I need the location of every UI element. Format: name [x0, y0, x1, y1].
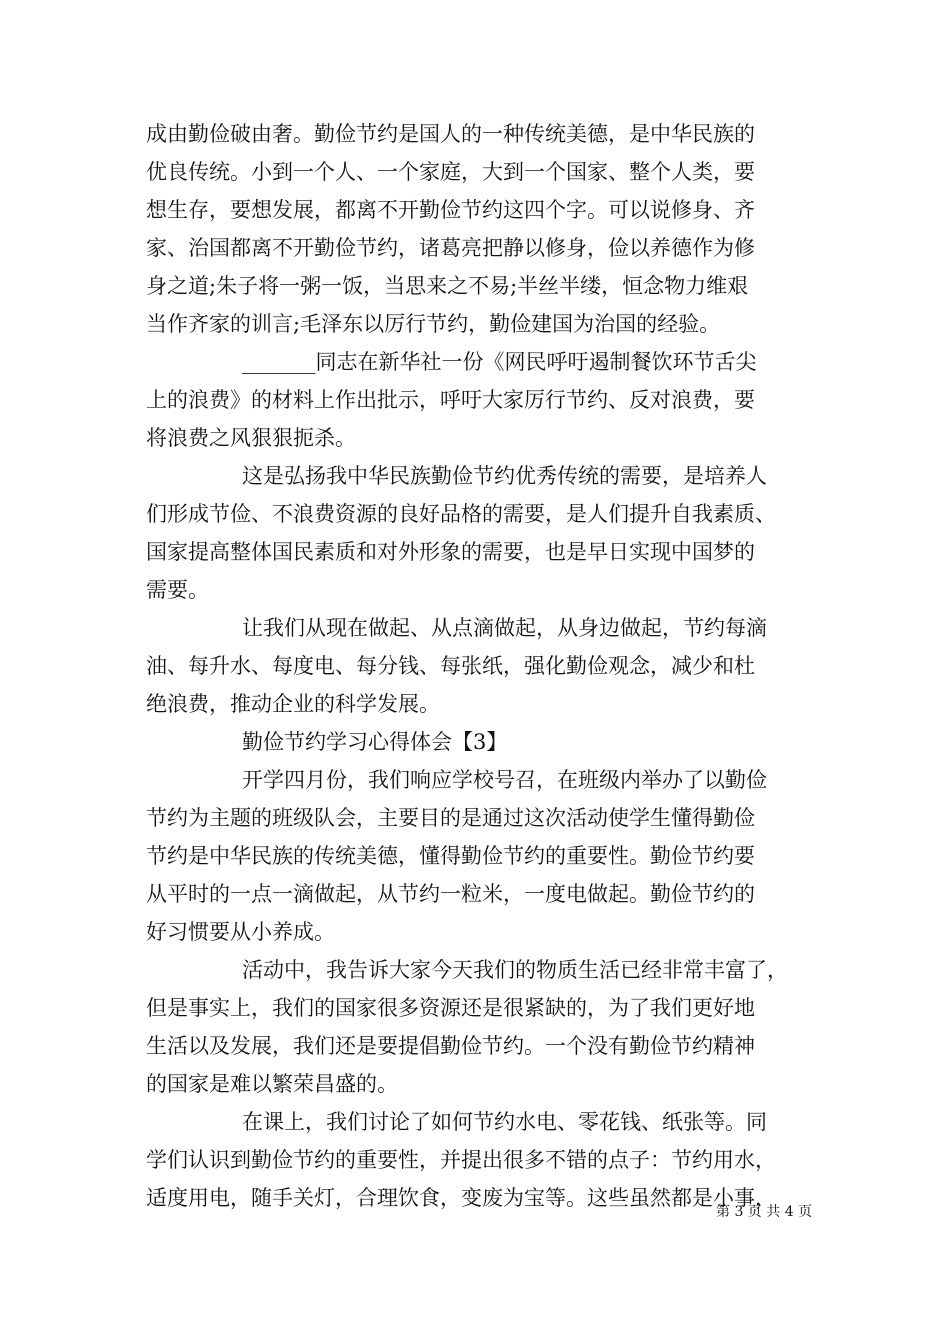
text-line: 绝浪费，推动企业的科学发展。 — [146, 692, 440, 716]
paragraph-start-line: 开学四月份，我们响应学校号召，在班级内举办了以勤俭 — [242, 768, 767, 792]
text-line: 但是事实上，我们的国家很多资源还是很紧缺的，为了我们更好地 — [146, 996, 755, 1020]
text-line: 想生存，要想发展，都离不开勤俭节约这四个字。可以说修身、齐 — [146, 198, 755, 222]
text-line: 国家提高整体国民素质和对外形象的需要，也是早日实现中国梦的 — [146, 540, 755, 564]
text-line: 当作齐家的训言;毛泽东以厉行节约，勤俭建国为治国的经验。 — [146, 312, 721, 336]
text-line: 油、每升水、每度电、每分钱、每张纸，强化勤俭观念，减少和杜 — [146, 654, 755, 678]
document-body — [146, 115, 808, 1217]
text-line: 适度用电，随手关灯，合理饮食，变废为宝等。这些虽然都是小事， — [146, 1186, 776, 1210]
paragraph-start-line: 这是弘扬我中华民族勤俭节约优秀传统的需要，是培养人 — [242, 464, 767, 488]
text-line: 好习惯要从小养成。 — [146, 920, 335, 944]
text-line: 需要。 — [146, 578, 209, 602]
page-number: 第 3 页 共 4 页 — [716, 1204, 813, 1220]
text-line: 身之道;朱子将一粥一饭，当思来之不易;半丝半缕，恒念物力维艰 — [146, 274, 749, 298]
section-heading: 勤俭节约学习心得体会【3】 — [242, 730, 508, 754]
text-line: 优良传统。小到一个人、一个家庭，大到一个国家、整个人类，要 — [146, 160, 755, 184]
text-line: 学们认识到勤俭节约的重要性，并提出很多不错的点子：节约用水， — [146, 1148, 776, 1172]
paragraph-start-line: 让我们从现在做起、从点滴做起，从身边做起，节约每滴 — [242, 616, 767, 640]
paragraph-start-line: _______同志在新华社一份《网民呼吁遏制餐饮环节舌尖 — [242, 350, 757, 374]
text-line: 上的浪费》的材料上作出批示，呼吁大家厉行节约、反对浪费，要 — [146, 388, 755, 412]
text-line: 从平时的一点一滴做起，从节约一粒米，一度电做起。勤俭节约的 — [146, 882, 755, 906]
paragraph-start-line: 活动中，我告诉大家今天我们的物质生活已经非常丰富了， — [242, 958, 788, 982]
text-line: 们形成节俭、不浪费资源的良好品格的需要，是人们提升自我素质、 — [146, 502, 776, 526]
text-line: 的国家是难以繁荣昌盛的。 — [146, 1072, 398, 1096]
text-line: 节约为主题的班级队会，主要目的是通过这次活动使学生懂得勤俭 — [146, 806, 755, 830]
text-line: 家、治国都离不开勤俭节约，诸葛亮把静以修身，俭以养德作为修 — [146, 236, 755, 260]
paragraph-start-line: 在课上，我们讨论了如何节约水电、零花钱、纸张等。同 — [242, 1110, 767, 1134]
text-line: 生活以及发展，我们还是要提倡勤俭节约。一个没有勤俭节约精神 — [146, 1034, 755, 1058]
text-line: 将浪费之风狠狠扼杀。 — [146, 426, 356, 450]
text-line: 成由勤俭破由奢。勤俭节约是国人的一种传统美德，是中华民族的 — [146, 122, 755, 146]
text-line: 节约是中华民族的传统美德，懂得勤俭节约的重要性。勤俭节约要 — [146, 844, 755, 868]
